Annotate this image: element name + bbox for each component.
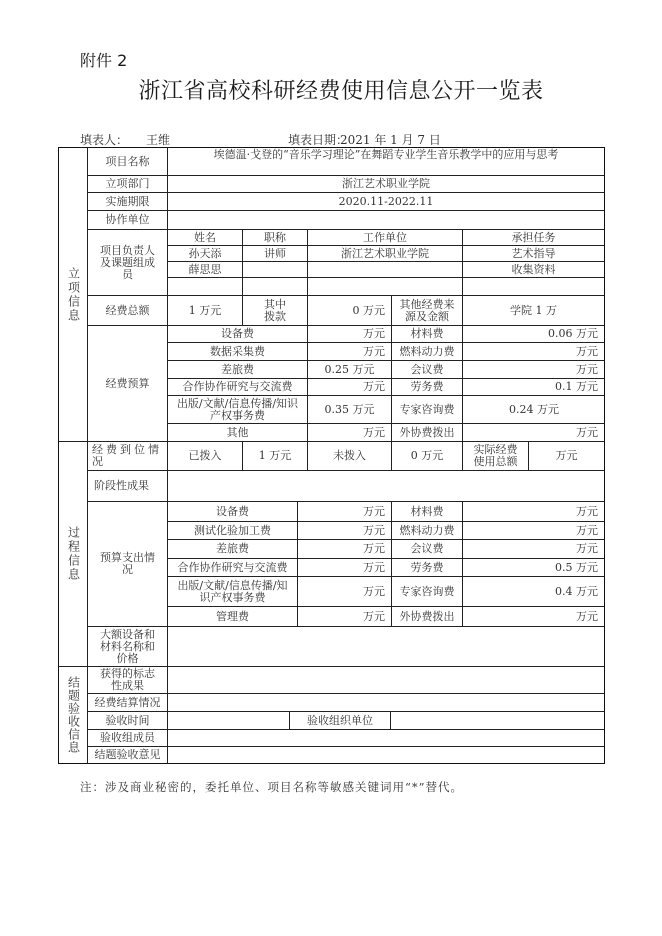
acceptance-time-value [167, 711, 290, 730]
attachment-label: 附件 2 [80, 51, 128, 70]
section-process-label: 过程信息 [66, 526, 81, 582]
large-equipment-label: 大额设备和材料名称和价格 [87, 626, 168, 667]
expense-item-label: 出版/文献/信息传播/知识产权事务费 [167, 576, 298, 607]
budget-item-label: 燃料动力费 [391, 342, 463, 361]
budget-item-value: 万元 [307, 342, 392, 361]
members-header-task: 承担任务 [462, 229, 605, 246]
budget-item-value: 0.24 万元 [462, 395, 605, 424]
pending-label: 未拨入 [307, 441, 392, 471]
member-unit: 浙江艺术职业学院 [307, 245, 463, 262]
expense-item-label: 外协费拨出 [391, 606, 463, 627]
expense-label: 预算支出情况 [87, 501, 168, 627]
project-dept-value: 浙江艺术职业学院 [167, 175, 605, 193]
acceptance-org-value [390, 711, 605, 730]
achievement-label: 获得的标志性成果 [87, 666, 168, 694]
acceptance-opinion-label: 结题验收意见 [87, 746, 168, 764]
project-partner-value [167, 210, 605, 230]
received-label: 已拨入 [167, 441, 243, 471]
other-source-value: 学院 1 万 [462, 295, 605, 326]
funding-status-label: 经费到位情况 [87, 441, 168, 471]
budget-item-label: 合作协作研究与交流费 [167, 378, 308, 396]
actual-total-value: 万元 [528, 441, 605, 471]
section-closing-label: 结题验收信息 [66, 676, 81, 754]
expense-item-label: 管理费 [167, 606, 298, 627]
page-title: 浙江省高校科研经费使用信息公开一览表 [138, 79, 544, 104]
budget-item-value: 万元 [307, 378, 392, 396]
section-closing-info [58, 666, 88, 764]
budget-item-value: 0.25 万元 [307, 360, 392, 379]
project-name-value: 埃德温·戈登的“音乐学习理论”在舞蹈专业学生音乐教学中的应用与思考 [167, 147, 605, 176]
member-task: 收集资料 [462, 261, 605, 278]
pending-value: 0 万元 [391, 441, 463, 471]
members-header-unit: 工作单位 [307, 229, 463, 246]
member-title [242, 277, 308, 296]
milestone-label: 阶段性成果 [87, 470, 168, 502]
project-dept-label: 立项部门 [87, 175, 168, 193]
member-title: 讲师 [242, 245, 308, 262]
budget-item-value: 万元 [462, 360, 605, 379]
member-title [242, 261, 308, 278]
budget-item-value: 万元 [462, 423, 605, 442]
project-partner-label: 协作单位 [87, 210, 168, 230]
expense-item-label: 合作协作研究与交流费 [167, 558, 298, 577]
expense-item-value: 万元 [297, 606, 392, 627]
budget-item-value: 0.35 万元 [307, 395, 392, 424]
member-name: 薛思思 [167, 261, 243, 278]
budget-label: 经费预算 [87, 325, 168, 442]
allocated-label: 其中拨款 [242, 295, 308, 326]
budget-item-value: 万元 [307, 423, 392, 442]
section-project-label: 立项信息 [66, 266, 81, 323]
acceptance-opinion-value [167, 746, 605, 764]
budget-item-label: 会议费 [391, 360, 463, 379]
actual-total-label: 实际经费使用总额 [462, 441, 529, 471]
expense-item-value: 万元 [462, 539, 605, 559]
acceptance-members-value [167, 729, 605, 747]
total-funding-label: 经费总额 [87, 295, 168, 326]
member-task [462, 277, 605, 296]
budget-item-value: 0.06 万元 [462, 325, 605, 343]
settlement-label: 经费结算情况 [87, 693, 168, 712]
allocated-value: 0 万元 [307, 295, 392, 326]
expense-item-label: 测试化验加工费 [167, 521, 298, 540]
member-name: 孙天添 [167, 245, 243, 262]
expense-item-label: 劳务费 [391, 558, 463, 577]
members-header-name: 姓名 [167, 229, 243, 246]
section-process-info [58, 441, 88, 667]
budget-item-label: 出版/文献/信息传播/知识产权事务费 [167, 395, 308, 424]
budget-item-label: 劳务费 [391, 378, 463, 396]
other-source-label: 其他经费来源及金额 [391, 295, 463, 326]
footer-note: 注：涉及商业秘密的，委托单位、项目名称等敏感关键词用“*”替代。 [80, 780, 464, 794]
acceptance-members-label: 验收组成员 [87, 729, 168, 747]
budget-item-value: 万元 [307, 325, 392, 343]
expense-item-value: 万元 [297, 539, 392, 559]
project-period-label: 实施期限 [87, 192, 168, 211]
budget-item-label: 材料费 [391, 325, 463, 343]
member-task: 艺术指导 [462, 245, 605, 262]
expense-item-value: 万元 [462, 606, 605, 627]
expense-item-value: 万元 [297, 501, 392, 522]
achievement-value [167, 666, 605, 694]
expense-item-value: 万元 [297, 576, 392, 607]
total-funding-value: 1 万元 [167, 295, 243, 326]
member-name [167, 277, 243, 296]
expense-item-value: 万元 [297, 521, 392, 540]
project-period-value: 2020.11-2022.11 [167, 192, 605, 211]
budget-item-label: 数据采集费 [167, 342, 308, 361]
budget-item-label: 外协费拨出 [391, 423, 463, 442]
section-project-info [58, 147, 88, 442]
acceptance-org-label: 验收组织单位 [289, 711, 391, 730]
budget-item-label: 设备费 [167, 325, 308, 343]
budget-item-value: 万元 [462, 342, 605, 361]
received-value: 1 万元 [242, 441, 308, 471]
large-equipment-value [167, 626, 605, 667]
members-header-title: 职称 [242, 229, 308, 246]
filler-label: 填表人： [80, 133, 129, 147]
expense-item-value: 0.4 万元 [462, 576, 605, 607]
acceptance-time-label: 验收时间 [87, 711, 168, 730]
budget-item-label: 差旅费 [167, 360, 308, 379]
expense-item-value: 万元 [462, 501, 605, 522]
expense-item-value: 万元 [462, 521, 605, 540]
budget-item-label: 专家咨询费 [391, 395, 463, 424]
expense-item-value: 万元 [297, 558, 392, 577]
expense-item-label: 设备费 [167, 501, 298, 522]
budget-item-value: 0.1 万元 [462, 378, 605, 396]
settlement-value [167, 693, 605, 712]
expense-item-label: 差旅费 [167, 539, 298, 559]
expense-item-label: 材料费 [391, 501, 463, 522]
project-name-label: 项目名称 [87, 147, 168, 176]
expense-item-value: 0.5 万元 [462, 558, 605, 577]
member-unit [307, 261, 463, 278]
member-unit [307, 277, 463, 296]
fill-date-label: 填表日期： [288, 133, 349, 147]
fill-date: 2021 年 1 月 7 日 [340, 133, 441, 147]
budget-item-label: 其他 [167, 423, 308, 442]
expense-item-label: 燃料动力费 [391, 521, 463, 540]
filler-name: 王维 [146, 133, 171, 147]
project-members-label: 项目负责人及课题组成员 [87, 229, 168, 296]
expense-item-label: 会议费 [391, 539, 463, 559]
expense-item-label: 专家咨询费 [391, 576, 463, 607]
milestone-value [167, 470, 605, 502]
